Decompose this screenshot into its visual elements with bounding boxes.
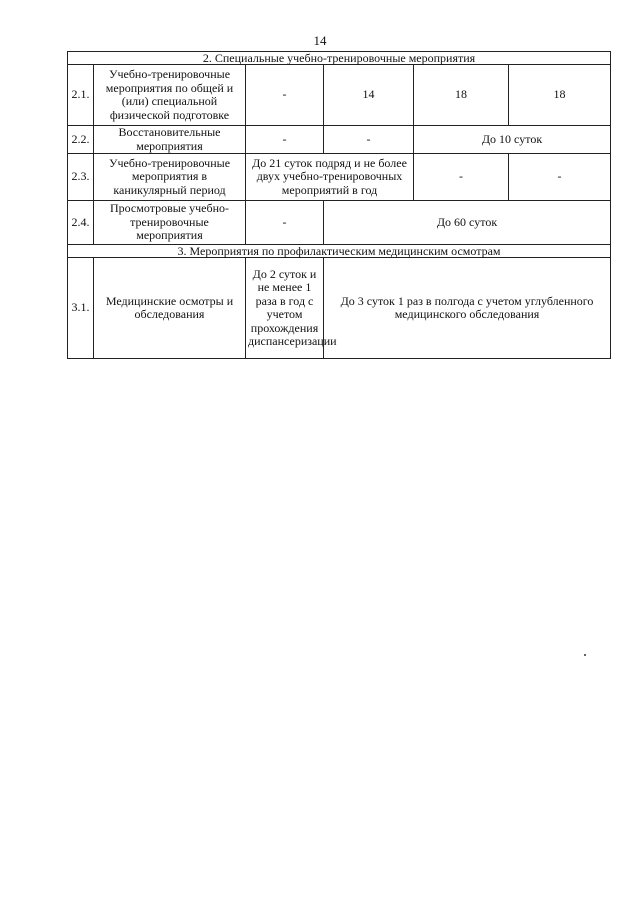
events-table [67,51,611,359]
cell-value: До 10 суток [414,126,611,154]
section-2-title: 2. Специальные учебно-тренировочные мероприятия [68,52,611,65]
scan-speck [584,654,586,656]
cell-value: До 2 суток и не менее 1 раза в год с учетом прохождения диспансеризации [246,258,324,359]
cell-value: До 3 суток 1 раз в полгода с учетом углубленного медицинского обследования [324,258,611,359]
event-name: Учебно-тренировочные мероприятия в каникулярный период [94,154,246,201]
table-row-2-1 [68,65,611,126]
table-row-2-3 [68,154,611,201]
row-number: 2.3. [68,154,94,201]
cell-value: 18 [509,65,611,126]
section-2-header-row [68,52,611,65]
event-name: Учебно-тренировочные мероприятия по общей и (или) специальной физической подготовке [94,65,246,126]
event-name: Просмотровые учебно-тренировочные мероприятия [94,201,246,245]
cell-value: До 60 суток [324,201,611,245]
cell-value: - [509,154,611,201]
cell-value: - [324,126,414,154]
cell-value: - [246,201,324,245]
row-number: 2.1. [68,65,94,126]
row-number: 2.2. [68,126,94,154]
section-3-title: 3. Мероприятия по профилактическим медицинским осмотрам [68,245,611,258]
cell-value: - [246,65,324,126]
cell-value: 18 [414,65,509,126]
table-row-3-1 [68,258,611,359]
event-name: Восстановительные мероприятия [94,126,246,154]
section-3-header-row [68,245,611,258]
cell-value: - [246,126,324,154]
page-number: 14 [313,33,327,48]
row-number: 3.1. [68,258,94,359]
cell-value: - [414,154,509,201]
row-number: 2.4. [68,201,94,245]
table-row-2-2 [68,126,611,154]
cell-value: До 21 суток подряд и не более двух учебно-тренировочных мероприятий в год [246,154,414,201]
cell-value: 14 [324,65,414,126]
table-row-2-4 [68,201,611,245]
event-name: Медицинские осмотры и обследования [94,258,246,359]
